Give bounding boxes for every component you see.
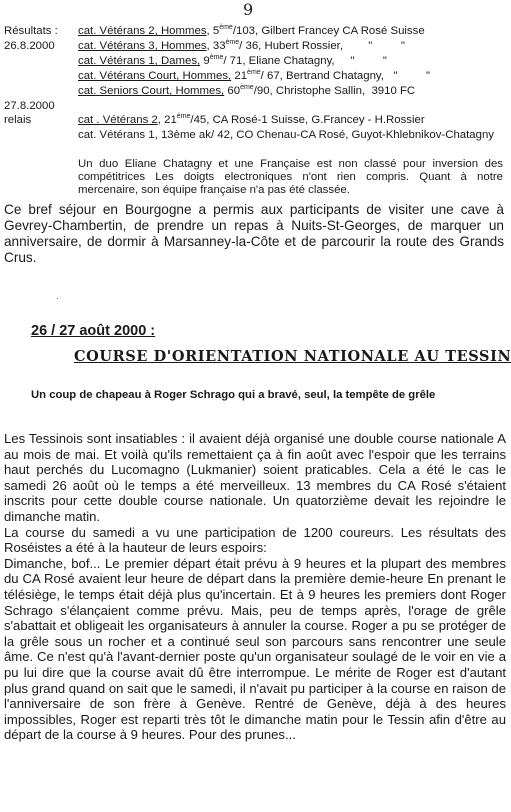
result-category: cat. Vétérans 1, Dames, [78,55,201,67]
results-date-2: 27.8.2000 [4,100,55,112]
result-category: cat . Vétérans 2 [78,114,158,126]
article-paragraph-1: Les Tessinois sont insatiables : il avaient déjà organisé une double course nationale A au mois de mai. Et voilà qu'ils remettaient ça à fin août avec l'espoir que les terrains haut perchés du Lucomagno (Lukmanier) soient praticables. Cela a été le cas le samedi 26 août où le temps a été merveilleux. 13 membres du CA Rosé s'étaient inscrits pour cette double course nationale. Un quatorzième devait les rejoindre le dimanche matin. [4,431,506,524]
relay-result-2: cat. Vétérans 1, 13ème ak/ 42, CO Chenau-CA Rosé, Guyot-Khlebnikov-Chatagny [78,129,494,141]
page-number: 9 [243,0,254,19]
article-body [4,431,506,743]
result-category: cat. Vétérans 3, Hommes [78,40,207,52]
article-paragraph-2: La course du samedi a vu une participation de 1200 coureurs. Les résultats des Roséistes a été à la hauteur de leurs espoirs: [4,524,506,556]
results-date: 26.8.2000 [4,40,55,52]
result-row-2: 26.8.2000 cat. Vétérans 3, Hommes, 33ème/ 36, Hubert Rossier, " " [4,39,405,52]
result-category: cat. Vétérans 2, Hommes [78,25,207,37]
intro-paragraph: Ce bref séjour en Bourgogne a permis aux participants de visiter une cave à Gevrey-Chambertin, de prendre un repas à Nuits-St-Georges, de marquer un anniversaire, de dormir à Marsanney-la-Côte et de parcourir la route des Grands Crus. [4,202,504,265]
relay-result-1: cat . Vétérans 2, 21ème/45, CA Rosé-1 Suisse, G.Francey - H.Rossier [78,113,425,126]
article-date: 26 / 27 août 2000 : [31,323,156,339]
result-category: cat. Seniors Court, Hommes, [78,85,225,97]
result-row-5: cat. Seniors Court, Hommes, 60ème/90, Christophe Sallin, 3910 FC [78,84,416,97]
result-category: cat. Vétérans Court, Hommes, [78,70,232,82]
result-row-3: cat. Vétérans 1, Dames, 9ème/ 71, Eliane Chatagny, " " [78,54,387,67]
result-row-4: cat. Vétérans Court, Hommes, 21ème/ 67, Bertrand Chatagny, " " [78,69,430,82]
relais-label: relais [4,114,32,126]
stray-dot: · [56,294,59,303]
article-title: COURSE D'ORIENTATION NATIONALE AU TESSIN [74,348,511,365]
article-paragraph-3: Dimanche, bof... Le premier départ était prévu à 9 heures et la plupart des membres du CA Rosé avaient leur heure de départ dans la première demie-heure En prenant le télésiège, le temps était déjà plus qu'incertain. Et à 9 heures les premiers dont Roger Schrago s'élançaient comme prévu. Mais, peu de temps après, l'orage de grêle s'abattait et obligeait les organisateurs à annuler la course. Roger a pu se protéger de la grêle sous un rocher et a continué seul son parcours sans rencontrer une seule âme. Ce n'est qu'à l'avant-dernier poste qu'un organisateur soulagé de le voir en vie a pu lui dire que la course avait dû être interrompue. Le mérite de Roger est d'autant plus grand quand on sait que le samedi, il n'avait pu participer à la course en raison de l'anniversaire de son frère à Genève. Rentré de Genève, déjà à des heures impossibles, Roger est reparti très tôt le dimanche matin pour le Tessin afin d'être au départ de la course à 9 heures. Pour des prunes... [4,555,506,743]
results-label: Résultats : [4,25,58,37]
article-subtitle: Un coup de chapeau à Roger Schrago qui a bravé, seul, la tempête de grêle [31,389,436,401]
result-row-1: Résultats : cat. Vétérans 2, Hommes, 5ème/103, Gilbert Francey CA Rosé Suisse [4,24,425,37]
relay-note: Un duo Eliane Chatagny et une Française est non classé pour inversion des compétitrices Les doigts electroniques n'ont rien compris. Quant à notre mercenaire, son équipe française n'a pas été classée. [78,158,503,196]
